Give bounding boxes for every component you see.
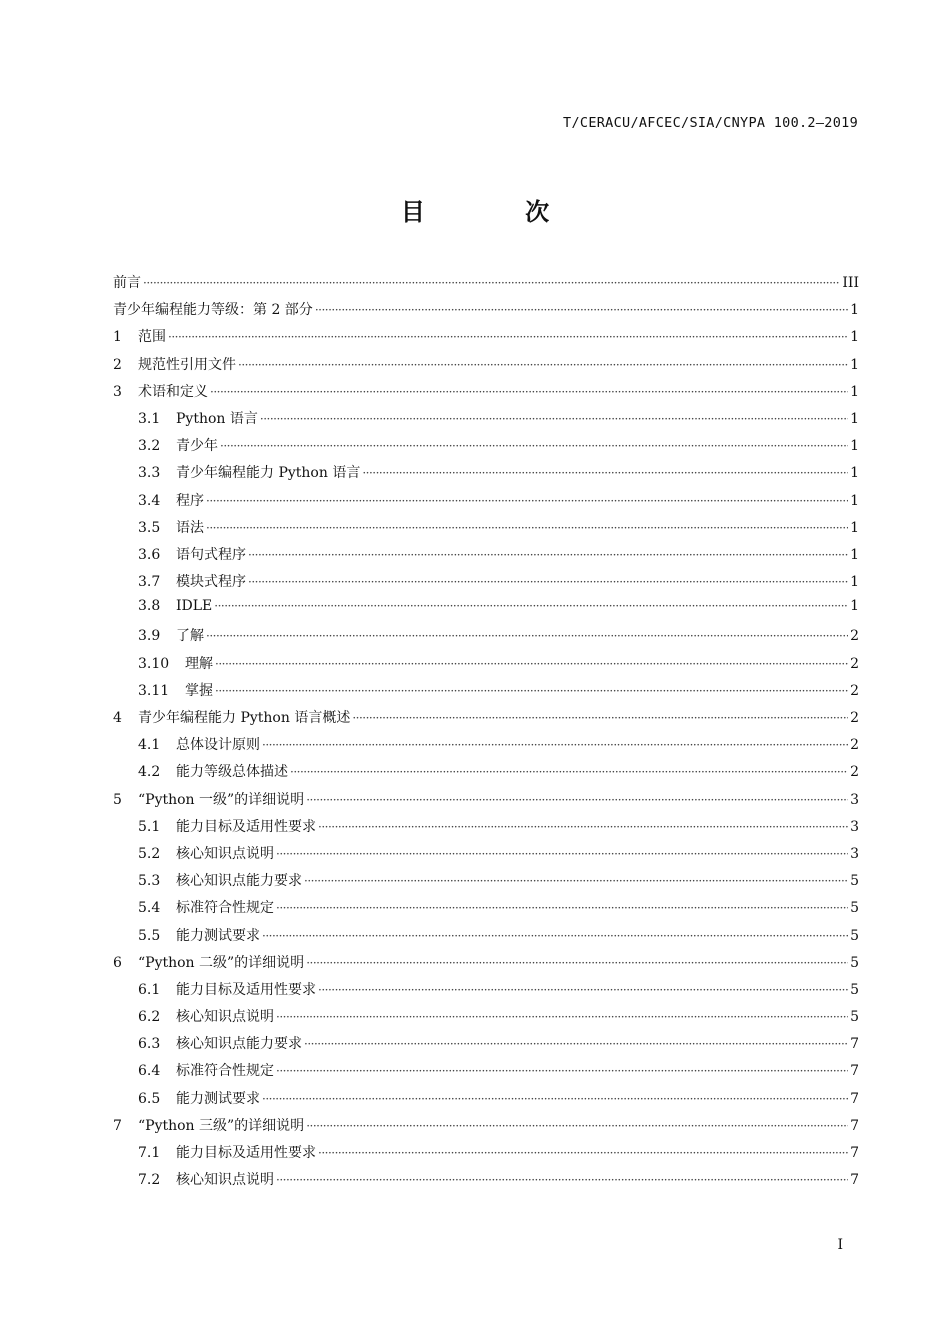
table-of-contents [113,272,859,1196]
dot-leader [214,599,848,613]
toc-entry[interactable] [113,707,859,734]
toc-entry-number: 3.11 [138,682,170,699]
toc-entry-label: 模块式程序 [176,574,246,591]
toc-entry[interactable] [113,625,859,652]
toc-entry-page: 1 [850,302,859,319]
toc-entry-number: 5.2 [138,845,161,862]
toc-entry-label: 核心知识点说明 [176,845,274,862]
toc-entry-page: 7 [850,1036,859,1053]
toc-entry-number: 6 [113,954,122,971]
toc-entry-page: 2 [850,737,859,754]
toc-entry-page: 2 [850,710,859,726]
dot-leader [276,1064,848,1078]
toc-entry-label: Python 语言 [176,410,258,427]
toc-entry-label: 能力目标及适用性要求 [176,981,316,998]
toc-entry-number: 7.2 [138,1172,161,1189]
toc-entry[interactable] [113,925,859,952]
toc-entry-page: 2 [850,764,859,781]
toc-entry-number: 3.3 [138,465,161,482]
toc-entry[interactable] [113,517,859,544]
toc-entry-page: 1 [850,329,859,346]
dot-leader [206,494,848,508]
toc-entry-label: 核心知识点说明 [176,1172,274,1189]
toc-entry-page: 5 [850,873,859,890]
toc-entry-number: 6.4 [138,1063,161,1080]
toc-entry-page: 7 [850,1090,859,1107]
toc-entry-label: 核心知识点能力要求 [176,873,302,890]
dot-leader [206,629,848,643]
toc-entry-number: 7 [113,1117,122,1134]
toc-entry-number: 6.2 [138,1009,161,1026]
toc-entry-label: 核心知识点能力要求 [176,1036,302,1053]
dot-leader [276,1173,848,1187]
toc-entry-page: 1 [850,383,859,400]
toc-entry-page: 3 [850,791,859,808]
dot-leader [168,330,848,344]
toc-entry-number: 3.1 [138,410,161,427]
toc-entry-page: 3 [850,818,859,835]
toc-entry[interactable] [113,598,859,625]
toc-entry[interactable] [113,843,859,870]
toc-entry-number: 5.5 [138,927,161,944]
toc-entry-label: 程序 [176,492,204,509]
toc-entry[interactable] [113,490,859,517]
toc-entry-number: 3.9 [138,628,161,645]
toc-entry-number: 2 [113,356,122,373]
toc-entry-number: 3.2 [138,438,161,455]
toc-entry[interactable] [113,761,859,788]
toc-entry-number: 6.1 [138,981,161,998]
toc-entry-page: 1 [850,574,859,591]
toc-entry-page: 2 [850,655,859,672]
dot-leader [248,548,848,562]
toc-entry-label: IDLE [176,598,213,615]
dot-leader [276,1010,848,1024]
toc-entry[interactable] [113,952,859,979]
dot-leader [260,412,848,426]
toc-entry[interactable] [113,381,859,408]
toc-entry[interactable] [113,544,859,571]
toc-entry[interactable] [113,1142,859,1169]
toc-entry-page: 1 [850,356,859,373]
toc-entry-number: 3.7 [138,574,161,591]
dot-leader [206,521,848,535]
toc-entry-number: 3.6 [138,546,161,563]
toc-entry[interactable] [113,1006,859,1033]
toc-entry-number: 1 [113,329,122,346]
dot-leader [318,1146,848,1160]
dot-leader [215,684,848,698]
toc-entry-label: 能力测试要求 [176,927,260,944]
dot-leader [306,1119,848,1133]
toc-entry-page: 5 [850,954,859,971]
toc-entry-number: 5 [113,791,122,808]
toc-entry-number: 4.1 [138,737,161,754]
toc-entry[interactable] [113,435,859,462]
toc-entry-number: 5.3 [138,873,161,890]
toc-entry-page: 7 [850,1172,859,1189]
toc-entry-page: 1 [850,410,859,427]
toc-entry-label: 理解 [185,655,213,672]
toc-entry-page: 1 [850,438,859,455]
toc-entry-number: 4.2 [138,764,161,781]
toc-entry[interactable] [113,354,859,381]
toc-entry-page: 2 [850,628,859,645]
dot-leader [306,793,848,807]
toc-entry-label: 术语和定义 [138,383,208,400]
toc-entry-number: 3.5 [138,519,161,536]
toc-entry-page: 1 [850,465,859,482]
toc-entry[interactable] [113,1169,859,1196]
toc-entry-page: 5 [850,1009,859,1026]
dot-leader [318,983,848,997]
dot-leader [143,276,840,290]
toc-entry-number: 6.5 [138,1090,161,1107]
toc-entry-label: 标准符合性规定 [176,1063,274,1080]
dot-leader [262,1092,848,1106]
toc-entry-page: 7 [850,1117,859,1134]
toc-entry-number: 7.1 [138,1145,161,1161]
toc-entry-label: 总体设计原则 [176,737,260,754]
toc-entry-label: 能力测试要求 [176,1090,260,1107]
toc-entry[interactable] [113,462,859,489]
dot-leader [238,358,848,372]
toc-entry-label: 标准符合性规定 [176,900,274,917]
dot-leader [306,956,848,970]
toc-entry-label: 掌握 [185,682,213,699]
toc-entry[interactable] [113,299,859,326]
dot-leader [220,439,848,453]
toc-entry-page: III [842,275,859,291]
toc-entry-label: 青少年编程能力 Python 语言概述 [138,710,351,726]
dot-leader [304,874,848,888]
toc-entry-label: “Python 一级”的详细说明 [138,791,305,808]
toc-entry-label: 核心知识点说明 [176,1009,274,1026]
toc-entry-number: 4 [113,710,122,726]
toc-entry-page: 1 [850,492,859,509]
toc-entry[interactable] [113,979,859,1006]
dot-leader [215,657,848,671]
toc-entry-page: 1 [850,546,859,563]
toc-entry-label: 青少年 [176,438,218,455]
toc-entry-page: 1 [850,519,859,536]
toc-entry[interactable] [113,897,859,924]
toc-entry[interactable] [113,408,859,435]
toc-entry-page: 5 [850,981,859,998]
toc-entry-label: 能力等级总体描述 [176,764,288,781]
dot-leader [276,901,848,915]
toc-entry[interactable] [113,653,859,680]
toc-entry-number: 3.10 [138,655,170,672]
toc-entry-page: 5 [850,900,859,917]
toc-entry-page: 7 [850,1063,859,1080]
standard-code: T/CERACU/AFCEC/SIA/CNYPA 100.2—2019 [563,115,858,131]
toc-entry[interactable] [113,1060,859,1087]
dot-leader [362,466,848,480]
dot-leader [210,385,848,399]
toc-entry-page: 5 [850,927,859,944]
toc-entry-page: 7 [850,1145,859,1161]
toc-entry-page: 2 [850,682,859,699]
toc-entry-label: 语法 [176,519,204,536]
toc-entry-number: 3 [113,383,122,400]
toc-entry-number: 5.4 [138,900,161,917]
toc-entry-number: 5.1 [138,818,161,835]
toc-entry[interactable] [113,734,859,761]
dot-leader [290,765,848,779]
toc-entry-number: 3.4 [138,492,161,509]
toc-entry-label: 语句式程序 [176,546,246,563]
toc-entry-label: “Python 三级”的详细说明 [138,1117,305,1134]
toc-entry-page: 3 [850,845,859,862]
toc-entry-label: 能力目标及适用性要求 [176,818,316,835]
toc-title: 目 次 [400,198,596,226]
toc-entry-label: 规范性引用文件 [138,356,236,373]
dot-leader [304,1037,848,1051]
toc-entry-label: “Python 二级”的详细说明 [138,954,305,971]
dot-leader [262,738,848,752]
toc-entry[interactable] [113,680,859,707]
toc-entry[interactable] [113,571,859,598]
toc-entry[interactable] [113,272,859,299]
toc-entry[interactable] [113,1115,859,1142]
toc-entry[interactable] [113,326,859,353]
toc-entry-label: 了解 [176,628,204,645]
toc-entry-label: 范围 [138,329,166,346]
toc-entry-label: 前言 [113,275,141,291]
dot-leader [315,303,848,317]
toc-entry-number: 3.8 [138,598,161,615]
toc-entry[interactable] [113,870,859,897]
dot-leader [276,847,848,861]
dot-leader [262,929,848,943]
toc-entry-number: 6.3 [138,1036,161,1053]
toc-entry-label: 能力目标及适用性要求 [176,1145,316,1161]
toc-entry[interactable] [113,1033,859,1060]
dot-leader [318,820,848,834]
toc-entry-page: 1 [850,598,859,615]
toc-entry-label: 青少年编程能力 Python 语言 [176,465,361,482]
toc-entry[interactable] [113,789,859,816]
page-number: I [837,1237,843,1253]
toc-entry[interactable] [113,816,859,843]
dot-leader [248,575,848,589]
toc-entry-label: 青少年编程能力等级：第 2 部分 [113,302,313,319]
dot-leader [352,711,848,725]
toc-entry[interactable] [113,1088,859,1115]
